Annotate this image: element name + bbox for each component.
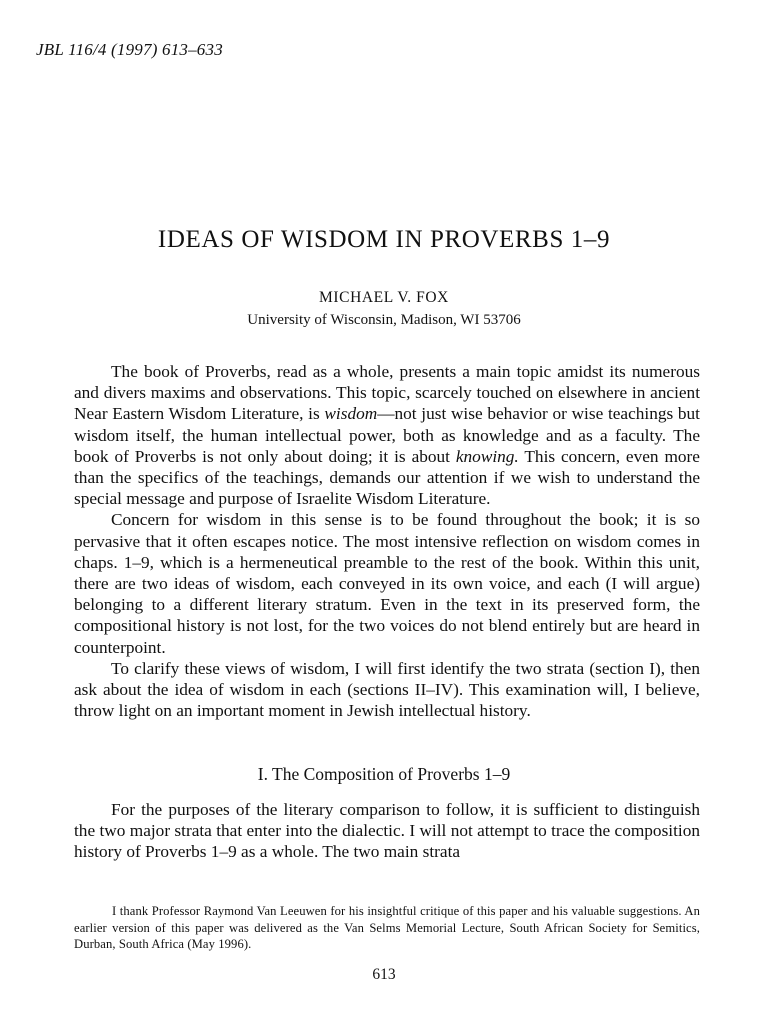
section-heading: I. The Composition of Proverbs 1–9 bbox=[257, 764, 511, 784]
article-body bbox=[74, 361, 700, 721]
section-body bbox=[74, 799, 700, 863]
paragraph-1-emphasis-knowing: knowing. bbox=[455, 446, 519, 466]
paragraph-1-text-b: —not just wise behavior or wise teachings but wisdom itself, the human intellectual power, both as knowledge and as a faculty. The book of Proverbs is not only about doing; it is about bbox=[74, 404, 700, 466]
paragraph-1-text-c: This concern, even more than the specifics of the teachings, demands our attention if we wish to understand the special message and purpose of Israelite Wisdom Literature. bbox=[74, 446, 700, 509]
author-affiliation: University of Wisconsin, Madison, WI 53706 bbox=[247, 312, 521, 328]
paragraph-1 bbox=[74, 361, 700, 509]
section-paragraph-1: For the purposes of the literary comparison to follow, it is sufficient to distinguish the two major strata that enter into the dialectic. I will not attempt to trace the composition history of Proverbs 1–9 as a whole. The two main strata bbox=[74, 800, 700, 862]
paragraph-3: To clarify these views of wisdom, I will first identify the two strata (section I), then ask about the idea of wisdom in each (sections II–IV). This examination will, I believe, throw light on an important moment in Jewish intellectual history. bbox=[74, 658, 700, 721]
page-number: 613 bbox=[372, 966, 396, 983]
author-name: MICHAEL V. FOX bbox=[319, 289, 449, 306]
paragraph-1-emphasis-wisdom: wisdom bbox=[324, 404, 378, 424]
paragraph-2: Concern for wisdom in this sense is to be found throughout the book; it is so pervasive that it often escapes notice. The most intensive reflection on wisdom comes in chaps. 1–9, which is a hermeneutical preamble to the rest of the book. Within this unit, there are two ideas of wisdom, each conveyed in its own voice, and each (I will argue) belonging to a different literary stratum. Even in the text in its preserved form, the compositional history is not lost, for the two voices do not blend entirely but are heard in counterpoint. bbox=[74, 510, 700, 657]
paragraph-1-text-a: The book of Proverbs, read as a whole, presents a main topic amidst its numerous and divers maxims and observations. This topic, scarcely touched on elsewhere in ancient Near Eastern Wisdom Literature, is bbox=[74, 362, 700, 424]
journal-citation: JBL 116/4 (1997) 613–633 bbox=[36, 40, 223, 59]
article-title: IDEAS OF WISDOM IN PROVERBS 1–9 bbox=[157, 226, 611, 253]
footnote: I thank Professor Raymond Van Leeuwen for his insightful critique of this paper and his valuable suggestions. An earlier version of this paper was delivered as the Van Selms Memorial Lecture, South African Society for Semitics, Durban, South Africa (May 1996). bbox=[74, 904, 700, 951]
